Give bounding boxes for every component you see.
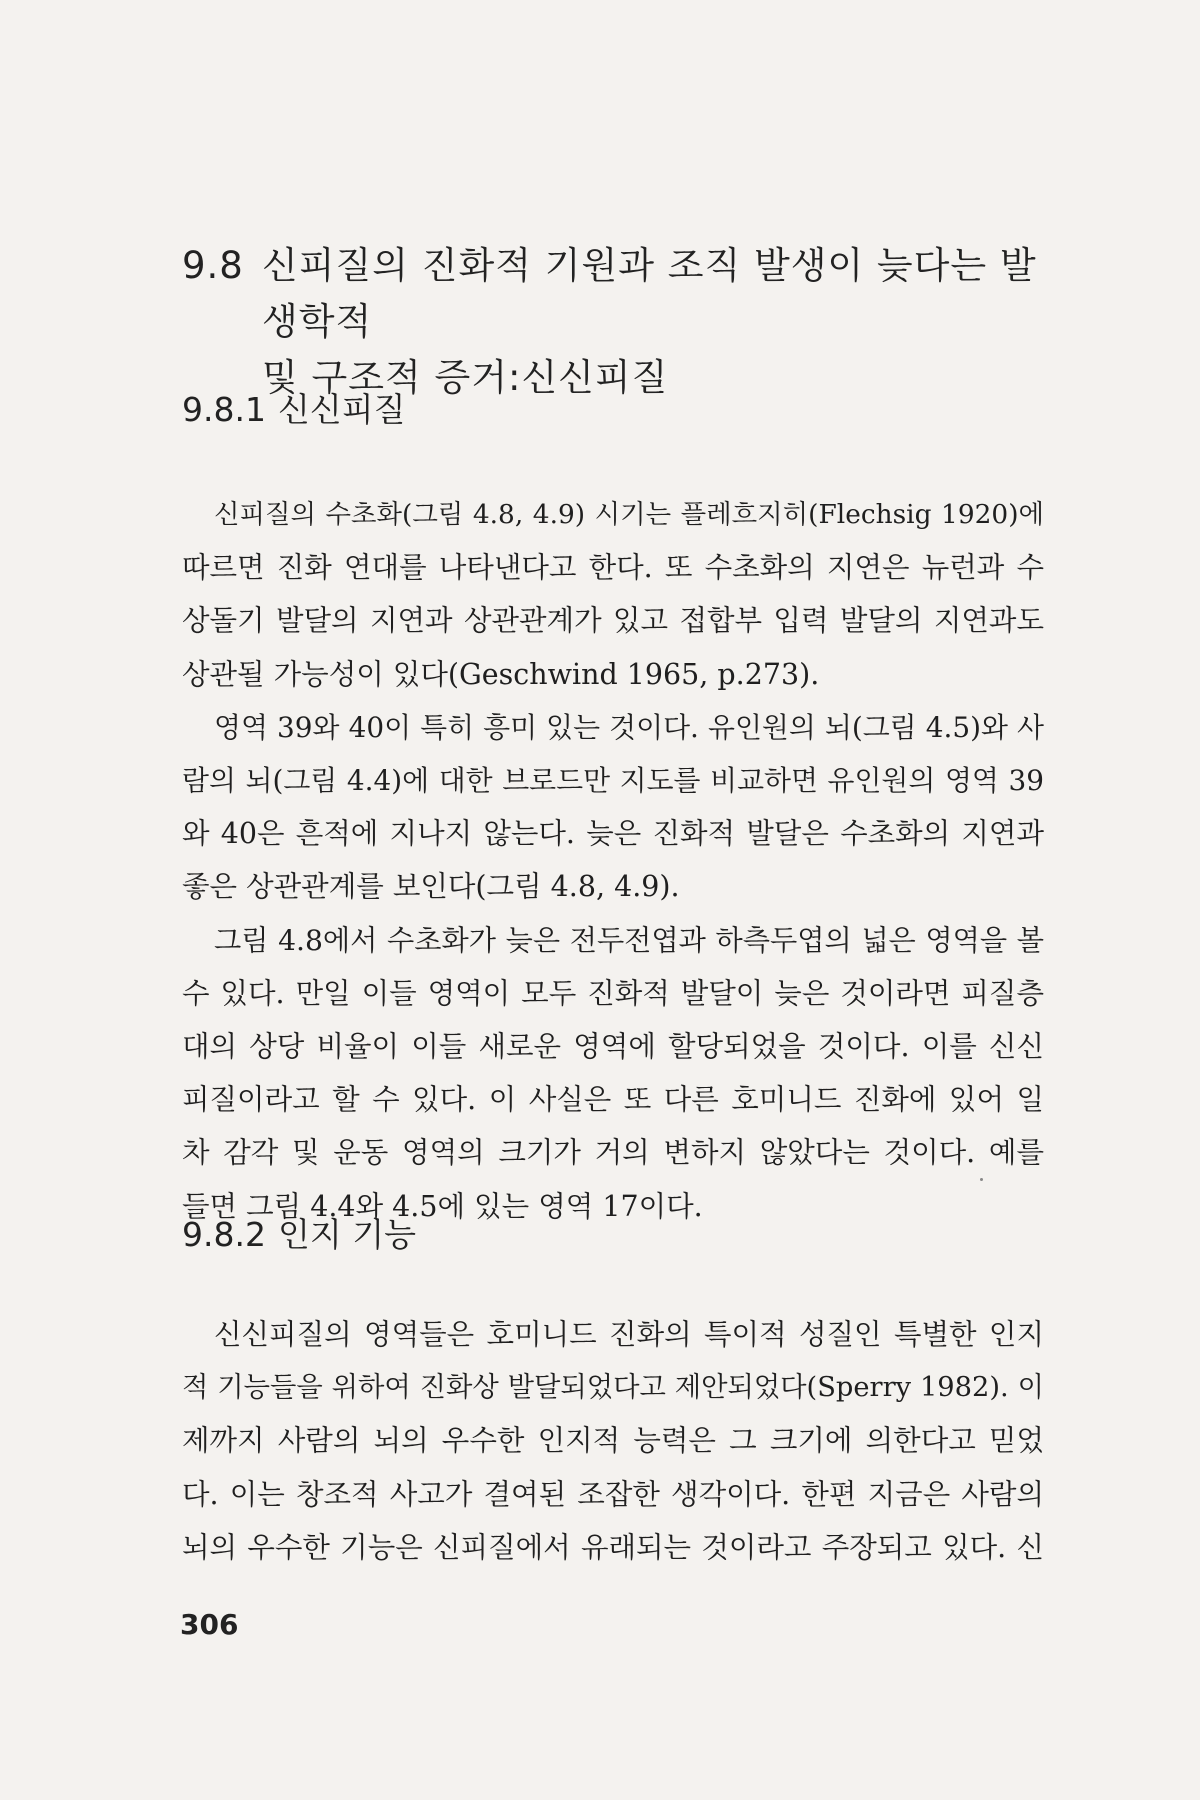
subsection-title: 인지 기능 bbox=[278, 1215, 417, 1254]
paragraph-line: 차 감각 및 운동 영역의 크기가 거의 변하지 않았다는 것이다. 예를 bbox=[182, 1136, 1044, 1170]
paragraph-line: 영역 39와 40이 특히 흥미 있는 것이다. 유인원의 뇌(그림 4.5)와 사 bbox=[214, 710, 1044, 744]
section-heading bbox=[182, 238, 1042, 406]
paragraph-line: 좋은 상관관계를 보인다(그림 4.8, 4.9). bbox=[182, 870, 680, 904]
paragraph-line: 와 40은 흔적에 지나지 않는다. 늦은 진화적 발달은 수초화의 지연과 bbox=[182, 817, 1044, 851]
subsection-number: 9.8.1 bbox=[182, 390, 266, 429]
scan-speck bbox=[980, 1178, 983, 1181]
section-number: 9.8 bbox=[182, 244, 244, 287]
paragraph-line: 따르면 진화 연대를 나타낸다고 한다. 또 수초화의 지연은 뉴런과 수 bbox=[182, 551, 1044, 585]
paragraph-line: 신피질의 수초화(그림 4.8, 4.9) 시기는 플레흐지히(Flechsig 1920)에 bbox=[214, 499, 1044, 530]
subsection-heading-2 bbox=[182, 1213, 416, 1257]
paragraph-line: 상관될 가능성이 있다(Geschwind 1965, p.273). bbox=[182, 657, 820, 691]
body-text-block-1 bbox=[182, 488, 1044, 1233]
paragraph-line: 대의 상당 비율이 이들 새로운 영역에 할당되었을 것이다. 이를 신신 bbox=[182, 1030, 1044, 1064]
section-title-line-1: 신피질의 진화적 기원과 조직 발생이 늦다는 발생학적 bbox=[262, 244, 1037, 343]
section-title-line-2: 및 구조적 증거:신신피질 bbox=[262, 356, 669, 399]
body-text-block-2 bbox=[182, 1308, 1044, 1574]
paragraph-line: 수 있다. 만일 이들 영역이 모두 진화적 발달이 늦은 것이라면 피질층 bbox=[182, 976, 1044, 1010]
paragraph-line: 들면 그림 4.4와 4.5에 있는 영역 17이다. bbox=[182, 1189, 703, 1223]
paragraph-line: 람의 뇌(그림 4.4)에 대한 브로드만 지도를 비교하면 유인원의 영역 39 bbox=[182, 764, 1044, 798]
paragraph-line: 신신피질의 영역들은 호미니드 진화의 특이적 성질인 특별한 인지 bbox=[214, 1318, 1044, 1351]
subsection-number: 9.8.2 bbox=[182, 1215, 266, 1254]
paragraph-line: 제까지 사람의 뇌의 우수한 인지적 능력은 그 크기에 의한다고 믿었 bbox=[182, 1424, 1044, 1458]
paragraph-line: 상돌기 발달의 지연과 상관관계가 있고 접합부 입력 발달의 지연과도 bbox=[182, 604, 1044, 638]
paragraph-line: 다. 이는 창조적 사고가 결여된 조잡한 생각이다. 한편 지금은 사람의 bbox=[182, 1477, 1044, 1511]
page-number: 306 bbox=[180, 1608, 239, 1641]
subsection-title: 신신피질 bbox=[278, 390, 406, 429]
section-title bbox=[262, 238, 1042, 406]
subsection-heading-1 bbox=[182, 388, 406, 432]
paragraph-line: 피질이라고 할 수 있다. 이 사실은 또 다른 호미니드 진화에 있어 일 bbox=[182, 1083, 1044, 1117]
paragraph-line: 그림 4.8에서 수초화가 늦은 전두전엽과 하측두엽의 넓은 영역을 볼 bbox=[214, 923, 1044, 957]
paragraph-line: 뇌의 우수한 기능은 신피질에서 유래되는 것이라고 주장되고 있다. 신 bbox=[182, 1530, 1044, 1564]
paragraph-line: 적 기능들을 위하여 진화상 발달되었다고 제안되었다(Sperry 1982). 이 bbox=[182, 1372, 1044, 1404]
